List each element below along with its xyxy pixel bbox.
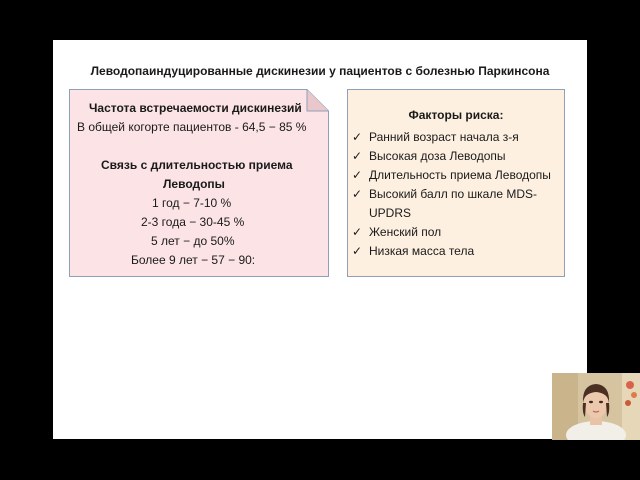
presentation-slide: [53, 40, 587, 439]
checkmark-icon: ✓: [352, 244, 363, 258]
risk-factors-list: [352, 128, 562, 261]
duration-heading-line1: Связь с длительностью приема: [101, 158, 293, 172]
slide-title: Леводопаиндуцированные дискинезии у пациентов с болезнью Паркинсона: [90, 64, 550, 78]
risk-factor-item-continuation: UPDRS: [369, 206, 412, 220]
dyskinesia-frequency-box: [69, 89, 329, 277]
risk-factor-item: ✓ Длительность приема Леводопы: [352, 166, 562, 185]
checkmark-icon: ✓: [352, 168, 363, 182]
duration-heading-line2: Леводопы: [163, 177, 225, 191]
presenter-video-icon: [552, 373, 640, 440]
checkmark-icon: ✓: [352, 187, 363, 201]
checkmark-icon: ✓: [352, 225, 363, 239]
risk-factor-item: ✓ Высокий балл по шкале MDS-: [352, 185, 562, 204]
frequency-text: В общей когорте пациентов - 64,5 − 85 %: [77, 120, 307, 134]
frequency-heading: Частота встречаемости дискинезий: [89, 101, 302, 115]
risk-factor-item: ✓ Женский пол: [352, 223, 562, 242]
checkmark-icon: ✓: [352, 149, 363, 163]
risk-factor-item: ✓ Высокая доза Леводопы: [352, 147, 562, 166]
risk-factors-title: Факторы риска:: [408, 108, 504, 122]
risk-factors-box: [347, 89, 565, 277]
duration-item: 1 год − 7-10 %: [152, 196, 232, 210]
duration-item: Более 9 лет − 57 − 90:: [131, 253, 256, 267]
risk-factor-item: ✓ Низкая масса тела: [352, 242, 562, 261]
risk-factor-item: ✓ Ранний возраст начала з-я: [352, 128, 562, 147]
duration-item: 2-3 года − 30-45 %: [141, 215, 245, 229]
duration-item: 5 лет − до 50%: [151, 234, 235, 248]
checkmark-icon: ✓: [352, 130, 363, 144]
